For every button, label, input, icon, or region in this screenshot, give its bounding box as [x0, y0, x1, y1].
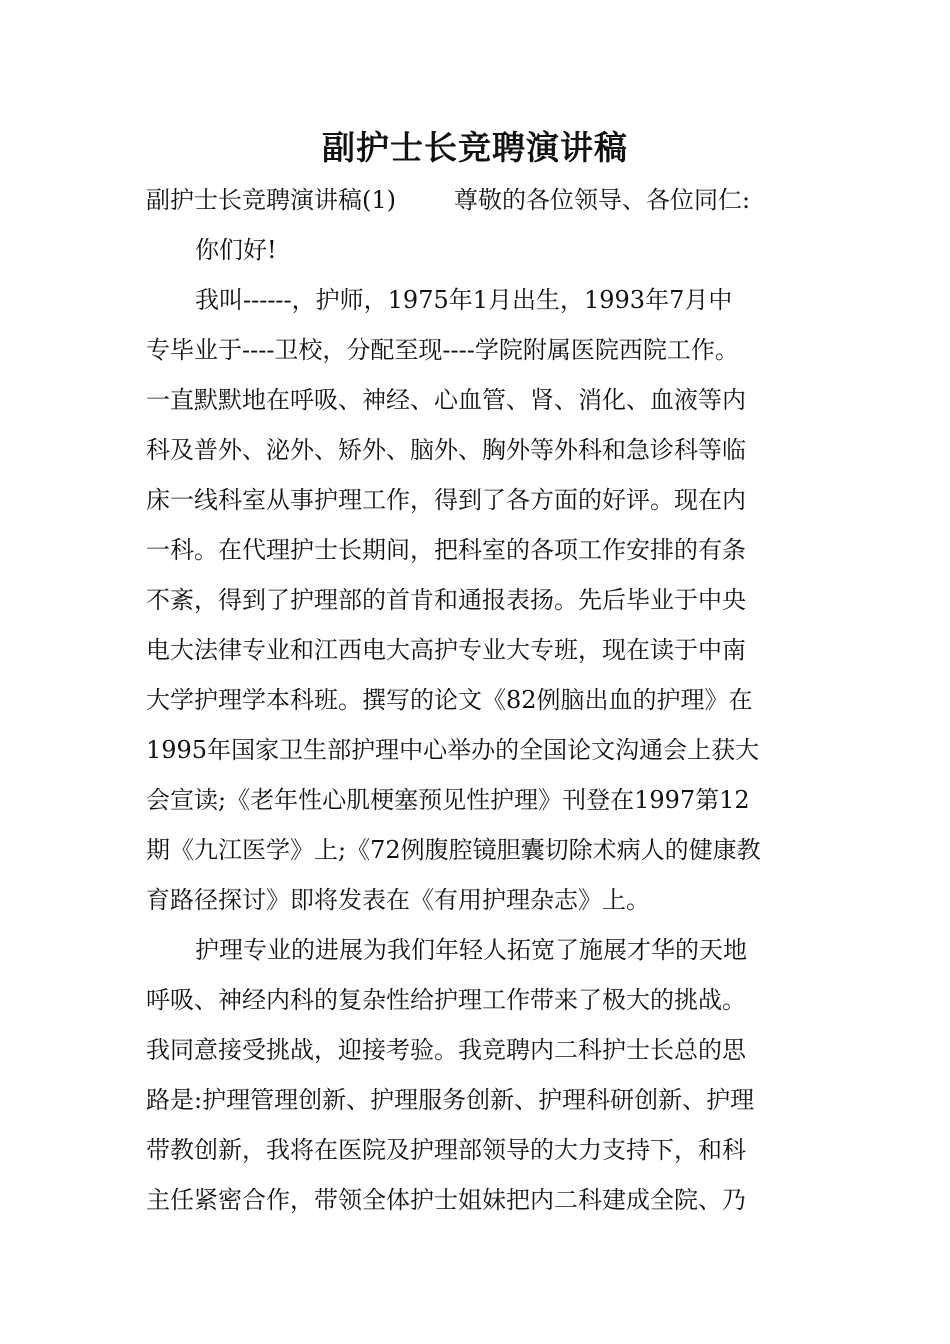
text-line: 电大法律专业和江西电大高护专业大专班，现在读于中南 — [146, 636, 746, 664]
text-line: 期《九江医学》上;《72例腹腔镜胆囊切除术病人的健康教 — [146, 836, 761, 864]
heading-line — [146, 172, 816, 228]
text-line: 一直默默地在呼吸、神经、心血管、肾、消化、血液等内 — [146, 386, 746, 414]
text-line: 你们好! — [195, 236, 277, 264]
text-line: 床一线科室从事护理工作，得到了各方面的好评。现在内 — [146, 486, 746, 514]
text-line: 呼吸、神经内科的复杂性给护理工作带来了极大的挑战。 — [146, 986, 746, 1014]
text-line: 一科。在代理护士长期间，把科室的各项工作安排的有条 — [146, 536, 746, 564]
text-line: 专毕业于----卫校，分配至现----学院附属医院西院工作。 — [146, 336, 739, 364]
text-line: 育路径探讨》即将发表在《有用护理杂志》上。 — [146, 886, 650, 914]
text-line: 不紊，得到了护理部的首肯和通报表扬。先后毕业于中央 — [146, 586, 746, 614]
text-line: 科及普外、泌外、矫外、脑外、胸外等外科和急诊科等临 — [146, 436, 746, 464]
text-line: 我叫------，护师，1975年1月出生，1993年7月中 — [195, 286, 733, 314]
text-line: 主任紧密合作，带领全体护士姐妹把内二科建成全院、乃 — [146, 1186, 746, 1214]
document-title: 副护士长竞聘演讲稿 — [322, 128, 628, 167]
text-line: 会宣读;《老年性心肌梗塞预见性护理》刊登在1997第12 — [146, 786, 750, 814]
text-line: 我同意接受挑战，迎接考验。我竞聘内二科护士长总的思 — [146, 1036, 746, 1064]
salutation: 尊敬的各位领导、各位同仁: — [454, 186, 751, 214]
text-line: 带教创新，我将在医院及护理部领导的大力支持下，和科 — [146, 1136, 746, 1164]
text-line: 护理专业的进展为我们年轻人拓宽了施展才华的天地 — [195, 936, 747, 964]
document-subheading: 副护士长竞聘演讲稿(1) — [146, 186, 396, 214]
text-line: 路是:护理管理创新、护理服务创新、护理科研创新、护理 — [146, 1086, 755, 1114]
text-line: 1995年国家卫生部护理中心举办的全国论文沟通会上获大 — [146, 736, 760, 764]
text-line: 大学护理学本科班。撰写的论文《82例脑出血的护理》在 — [146, 686, 753, 714]
